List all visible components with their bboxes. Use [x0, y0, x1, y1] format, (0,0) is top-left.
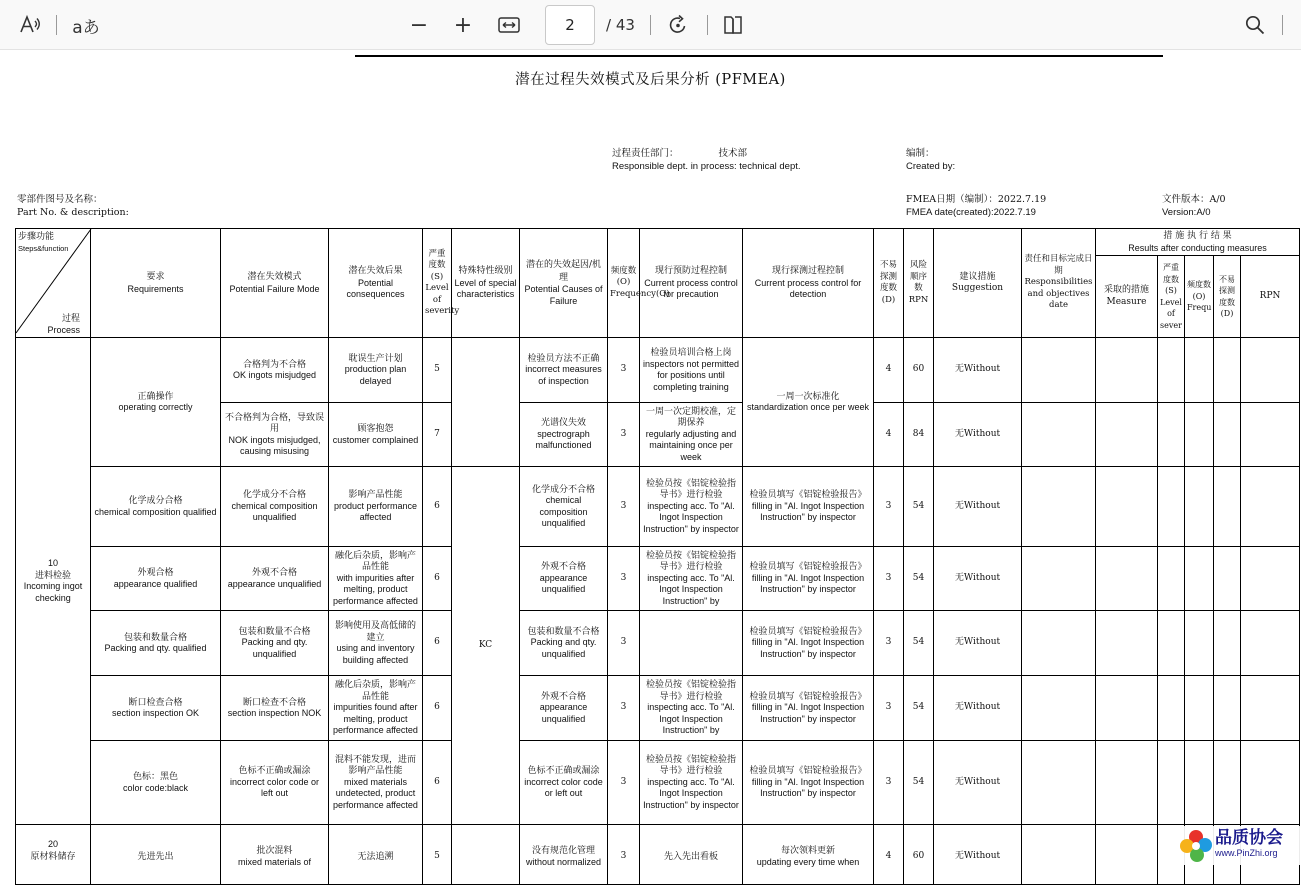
fmea-date-label: FMEA日期（编制）：2022.7.19 — [906, 194, 1047, 205]
detectability-header: 不易探测度数(D) — [874, 229, 904, 338]
result-detectability-cell — [1214, 338, 1241, 403]
resp-dept-value: 技术部 — [718, 148, 748, 159]
version-en: Version:A/0 — [1162, 207, 1211, 218]
detection-cell: 检验员填写《铝锭检验报告》 filling in "Al. Ingot Inspection Instruction" by inspector — [743, 611, 874, 676]
prevention-cell: 检验员培训合格上岗 inspectors not permitted for positions until completing training — [640, 338, 743, 403]
frequency-cell: 3 — [608, 467, 640, 547]
measure-header: 采取的措施 Measure — [1096, 256, 1158, 338]
result-detectability-cell — [1214, 547, 1241, 611]
prevention-header: 现行预防过程控制 Current process control for precaution — [640, 229, 743, 338]
result-detectability-header: 不易探测度数(D) — [1214, 256, 1241, 338]
result-frequency-cell — [1185, 338, 1214, 403]
rpn-cell: 54 — [904, 611, 934, 676]
rpn-header: 风险顺序数RPN — [904, 229, 934, 338]
responsibility-header: 责任和目标完成日期 Responsibilities and objectives date — [1022, 229, 1096, 338]
consequence-cell: 无法追溯 — [329, 825, 423, 885]
table-row — [16, 676, 1300, 741]
consequence-cell: 混料不能发现，进而影响产品性能 mixed materials undetected, product performance affected — [329, 741, 423, 825]
suggestion-cell: 无Without — [934, 676, 1022, 741]
measure-cell — [1096, 676, 1158, 741]
page-number-input[interactable]: 2 — [545, 5, 595, 45]
severity-cell: 5 — [423, 825, 452, 885]
text-options-button[interactable] — [68, 0, 104, 50]
responsibility-cell — [1022, 741, 1096, 825]
requirement-cell: 色标：黑色 color code:black — [91, 741, 221, 825]
detection-cell: 检验员填写《铝锭检验报告》 filling in "Al. Ingot Inspection Instruction" by inspector — [743, 547, 874, 611]
result-severity-cell — [1158, 338, 1185, 403]
requirement-cell: 先进先出 — [91, 825, 221, 885]
severity-cell: 5 — [423, 338, 452, 403]
result-rpn-cell — [1241, 741, 1300, 825]
rpn-cell: 54 — [904, 676, 934, 741]
result-frequency-header: 频度数(O) Frequ — [1185, 256, 1214, 338]
result-rpn-cell — [1241, 611, 1300, 676]
frequency-header: 频度数(O) Frequency(O) — [608, 229, 640, 338]
resp-dept-en: Responsible dept. in process: technical dept. — [612, 161, 801, 172]
detection-cell: 检验员填写《铝锭检验报告》 filling in "Al. Ingot Inspection Instruction" by inspector — [743, 676, 874, 741]
cause-cell: 外观不合格 appearance unqualified — [520, 676, 608, 741]
toolbar-separator — [1282, 15, 1283, 35]
read-aloud-icon — [18, 14, 42, 36]
result-rpn-header: RPN — [1241, 256, 1300, 338]
cause-cell: 包装和数量不合格 Packing and qty. unqualified — [520, 611, 608, 676]
part-no-label: 零部件图号及名称： — [17, 194, 103, 205]
flower-logo-icon — [1177, 827, 1215, 865]
prevention-cell: 检验员按《铝锭检验指导书》进行检验 inspecting acc. To "Al. Ingot Inspection Instruction" by — [640, 547, 743, 611]
suggestion-cell: 无Without — [934, 611, 1022, 676]
rpn-cell: 54 — [904, 467, 934, 547]
cause-cell: 光谱仪失效 spectrograph malfunctioned — [520, 403, 608, 467]
frequency-cell: 3 — [608, 547, 640, 611]
fit-width-icon — [498, 16, 520, 34]
frequency-cell: 3 — [608, 825, 640, 885]
result-frequency-cell — [1185, 547, 1214, 611]
frequency-cell: 3 — [608, 611, 640, 676]
pfmea-table — [15, 228, 1300, 885]
page-total: / 43 — [606, 16, 635, 34]
consequence-cell: 影响使用及高低储的建立 using and inventory building affected — [329, 611, 423, 676]
measure-cell — [1096, 467, 1158, 547]
created-by-label: 编制： — [906, 148, 935, 159]
process-label: 过程 Process — [47, 314, 80, 335]
pinzhi-watermark — [1175, 826, 1301, 865]
part-no — [17, 193, 129, 219]
measure-cell — [1096, 403, 1158, 467]
result-detectability-cell — [1214, 676, 1241, 741]
minus-icon: − — [409, 12, 429, 38]
failure-mode-cell: 不合格判为合格，导致误用 NOK ingots misjudged, causing misusing — [221, 403, 329, 467]
toolbar-separator — [56, 15, 57, 35]
requirement-cell: 包装和数量合格 Packing and qty. qualified — [91, 611, 221, 676]
special-cell: KC — [452, 467, 520, 825]
result-severity-cell — [1158, 403, 1185, 467]
responsible-dept — [612, 147, 801, 173]
toolbar-separator — [650, 15, 651, 35]
responsibility-cell — [1022, 547, 1096, 611]
result-rpn-cell — [1241, 676, 1300, 741]
severity-cell: 6 — [423, 547, 452, 611]
detection-cell: 检验员填写《铝锭检验报告》 filling in "Al. Ingot Inspection Instruction" by inspector — [743, 467, 874, 547]
process-20-cell: 20 原材料储存 — [16, 825, 91, 885]
cause-cell: 外观不合格 appearance unqualified — [520, 547, 608, 611]
suggestion-header: 建议措施 Suggestion — [934, 229, 1022, 338]
steps-process-header — [16, 229, 91, 338]
consequence-cell: 顾客抱怨 customer complained — [329, 403, 423, 467]
part-no-en: Part No. & description: — [17, 207, 129, 218]
frequency-cell: 3 — [608, 403, 640, 467]
severity-cell: 6 — [423, 611, 452, 676]
detectability-cell: 3 — [874, 741, 904, 825]
severity-cell: 7 — [423, 403, 452, 467]
prevention-cell: 检验员按《铝锭检验指导书》进行检验 inspecting acc. To "Al. Ingot Inspection Instruction" by inspector — [640, 741, 743, 825]
detectability-cell: 4 — [874, 825, 904, 885]
responsibility-cell — [1022, 676, 1096, 741]
rpn-cell: 84 — [904, 403, 934, 467]
suggestion-cell: 无Without — [934, 338, 1022, 403]
measure-cell — [1096, 611, 1158, 676]
measure-cell — [1096, 338, 1158, 403]
pdf-toolbar — [0, 0, 1301, 50]
rpn-cell: 54 — [904, 741, 934, 825]
result-rpn-cell — [1241, 338, 1300, 403]
detection-cell: 一周一次标准化 standardization once per week — [743, 338, 874, 467]
plus-icon: + — [453, 12, 473, 38]
fit-width-button[interactable] — [494, 0, 524, 50]
result-rpn-cell — [1241, 403, 1300, 467]
consequence-cell: 耽误生产计划 production plan delayed — [329, 338, 423, 403]
watermark-text: 品质协会 — [1215, 828, 1283, 848]
detection-header: 现行探测过程控制 Current process control for detection — [743, 229, 874, 338]
frequency-cell: 3 — [608, 338, 640, 403]
frequency-cell: 3 — [608, 741, 640, 825]
resp-dept-label: 过程责任部门： — [612, 148, 679, 159]
process-10-cell: 10 进料检验 Incoming ingot checking — [16, 338, 91, 825]
measure-cell — [1096, 825, 1158, 885]
result-detectability-cell — [1214, 611, 1241, 676]
severity-cell: 6 — [423, 676, 452, 741]
detection-cell: 每次领料更新 updating every time when — [743, 825, 874, 885]
special-char-header: 特殊特性级别 Level of special characteristics — [452, 229, 520, 338]
two-page-icon — [722, 15, 744, 35]
search-icon — [1245, 15, 1265, 35]
table-row — [16, 547, 1300, 611]
failure-mode-header: 潜在失效模式 Potential Failure Mode — [221, 229, 329, 338]
requirement-cell: 断口检查合格 section inspection OK — [91, 676, 221, 741]
result-frequency-cell — [1185, 611, 1214, 676]
page-view-button[interactable] — [718, 0, 748, 50]
result-severity-cell — [1158, 547, 1185, 611]
requirement-cell: 外观合格 appearance qualified — [91, 547, 221, 611]
causes-header: 潜在的失效起因/机理 Potential Causes of Failure — [520, 229, 608, 338]
failure-mode-cell: 色标不正确或漏涂 incorrect color code or left out — [221, 741, 329, 825]
rotate-icon — [667, 14, 689, 36]
prevention-cell: 检验员按《铝锭检验指导书》进行检验 inspecting acc. To "Al. Ingot Inspection Instruction" by inspector — [640, 467, 743, 547]
severity-cell: 6 — [423, 741, 452, 825]
rpn-cell: 60 — [904, 825, 934, 885]
toolbar-separator — [707, 15, 708, 35]
requirement-cell: 正确操作 operating correctly — [91, 338, 221, 467]
result-severity-header: 严重度数(S) Level of sever — [1158, 256, 1185, 338]
fmea-date-en: FMEA date(created):2022.7.19 — [906, 207, 1036, 218]
read-aloud-button[interactable] — [12, 0, 48, 50]
version — [1162, 193, 1226, 219]
cause-cell: 没有规范化管理 without normalized — [520, 825, 608, 885]
requirements-header: 要求 Requirements — [91, 229, 221, 338]
created-by-en: Created by: — [906, 161, 956, 172]
cause-cell: 检验员方法不正确 incorrect measures of inspection — [520, 338, 608, 403]
result-severity-cell — [1158, 467, 1185, 547]
responsibility-cell — [1022, 403, 1096, 467]
suggestion-cell: 无Without — [934, 547, 1022, 611]
suggestion-cell: 无Without — [934, 403, 1022, 467]
result-rpn-cell — [1241, 467, 1300, 547]
failure-mode-cell: 包装和数量不合格 Packing and qty. unqualified — [221, 611, 329, 676]
zoom-out-button[interactable] — [404, 0, 434, 50]
result-detectability-cell — [1214, 403, 1241, 467]
cause-cell: 色标不正确或漏涂 incorrect color code or left out — [520, 741, 608, 825]
measure-cell — [1096, 547, 1158, 611]
text-options-label: aあ — [72, 17, 100, 38]
failure-mode-cell: 外观不合格 appearance unqualified — [221, 547, 329, 611]
search-button[interactable] — [1240, 0, 1270, 50]
detection-cell: 检验员填写《铝锭检验报告》 filling in "Al. Ingot Inspection Instruction" by inspector — [743, 741, 874, 825]
failure-mode-cell: 合格判为不合格 OK ingots misjudged — [221, 338, 329, 403]
prevention-cell: 检验员按《铝锭检验指导书》进行检验 inspecting acc. To "Al. Ingot Inspection Instruction" by — [640, 676, 743, 741]
requirement-cell: 化学成分合格 chemical composition qualified — [91, 467, 221, 547]
steps-label: 步骤功能 Steps&function — [18, 232, 69, 253]
consequence-cell: 融化后杂质，影响产品性能 with impurities after melting, product performance affected — [329, 547, 423, 611]
cause-cell: 化学成分不合格 chemical composition unqualified — [520, 467, 608, 547]
failure-mode-cell: 断口检查不合格 section inspection NOK — [221, 676, 329, 741]
result-rpn-cell — [1241, 547, 1300, 611]
version-label: 文件版本：A/0 — [1162, 194, 1226, 205]
results-header: 措 施 执 行 结 果 Results after conducting measures — [1096, 229, 1300, 256]
result-frequency-cell — [1185, 467, 1214, 547]
responsibility-cell — [1022, 825, 1096, 885]
suggestion-cell: 无Without — [934, 741, 1022, 825]
detectability-cell: 4 — [874, 403, 904, 467]
rpn-cell: 60 — [904, 338, 934, 403]
responsibility-cell — [1022, 611, 1096, 676]
suggestion-cell: 无Without — [934, 825, 1022, 885]
special-cell — [452, 825, 520, 885]
detectability-cell: 3 — [874, 611, 904, 676]
prevention-cell: 一周一次定期校准，定期保养 regularly adjusting and maintaining once per week — [640, 403, 743, 467]
severity-cell: 6 — [423, 467, 452, 547]
watermark-url: www.PinZhi.org — [1215, 848, 1278, 858]
consequence-cell: 影响产品性能 product performance affected — [329, 467, 423, 547]
failure-mode-cell: 批次混料 mixed materials of — [221, 825, 329, 885]
fmea-date — [906, 193, 1046, 219]
severity-header: 严重度数(S) Level of severity — [423, 229, 452, 338]
result-frequency-cell — [1185, 403, 1214, 467]
detectability-cell: 3 — [874, 676, 904, 741]
measure-cell — [1096, 741, 1158, 825]
table-row — [16, 338, 1300, 403]
pdf-page — [0, 51, 1301, 865]
table-row — [16, 611, 1300, 676]
special-cell — [452, 338, 520, 467]
responsibility-cell — [1022, 338, 1096, 403]
result-severity-cell — [1158, 611, 1185, 676]
prevention-cell — [640, 611, 743, 676]
document-title: 潜在过程失效模式及后果分析 (PFMEA) — [515, 72, 786, 88]
failure-mode-cell: 化学成分不合格 chemical composition unqualified — [221, 467, 329, 547]
suggestion-cell: 无Without — [934, 467, 1022, 547]
prevention-cell: 先入先出看板 — [640, 825, 743, 885]
rotate-button[interactable] — [663, 0, 693, 50]
table-row — [16, 825, 1300, 885]
table-row — [16, 467, 1300, 547]
detectability-cell: 4 — [874, 338, 904, 403]
detectability-cell: 3 — [874, 547, 904, 611]
responsibility-cell — [1022, 467, 1096, 547]
rpn-cell: 54 — [904, 547, 934, 611]
table-row — [16, 741, 1300, 825]
result-detectability-cell — [1214, 467, 1241, 547]
result-severity-cell — [1158, 741, 1185, 825]
frequency-cell: 3 — [608, 676, 640, 741]
result-frequency-cell — [1185, 676, 1214, 741]
zoom-in-button[interactable] — [448, 0, 478, 50]
created-by — [906, 147, 955, 173]
detectability-cell: 3 — [874, 467, 904, 547]
result-severity-cell — [1158, 676, 1185, 741]
top-rule — [355, 55, 1163, 57]
consequences-header: 潜在失效后果 Potential consequences — [329, 229, 423, 338]
consequence-cell: 融化后杂质，影响产品性能 impurities found after melting, product performance affected — [329, 676, 423, 741]
result-frequency-cell — [1185, 741, 1214, 825]
result-detectability-cell — [1214, 741, 1241, 825]
